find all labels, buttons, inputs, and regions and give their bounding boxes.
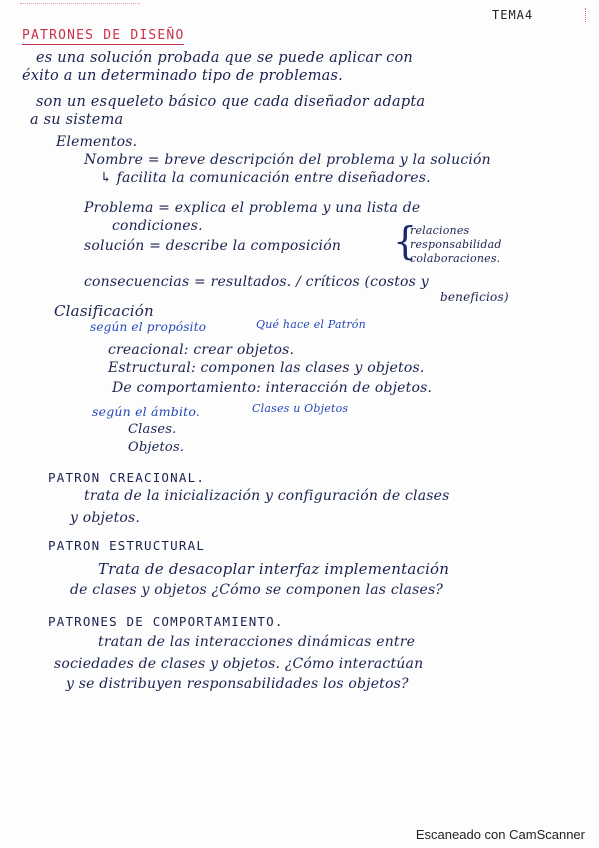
creacional-line-2: y objetos. (70, 510, 141, 526)
top-margin-dots (20, 3, 140, 10)
estructural-line-2: de clases y objetos ¿Cómo se componen las clases? (70, 582, 444, 598)
clasificacion-comportamiento: De comportamiento: interacción de objetos. (112, 380, 433, 396)
section-heading-estructural: PATRON ESTRUCTURAL (48, 538, 206, 553)
clasificacion-proposito-note: Qué hace el Patrón (256, 318, 366, 331)
intro-line-3: son un esqueleto básico que cada diseñador adapta (36, 94, 426, 110)
clasificacion-heading: Clasificación (54, 302, 154, 320)
clasificacion-clases: Clases. (128, 422, 177, 437)
elemento-nombre-detail: ↳ facilita la comunicación entre diseñadores. (100, 170, 431, 186)
estructural-line-1: Trata de desacoplar interfaz implementación (98, 560, 450, 578)
comportamiento-line-1: tratan de las interacciones dinámicas entre (98, 634, 416, 650)
scanner-watermark: Escaneado con CamScanner (415, 827, 585, 842)
elemento-nombre: Nombre = breve descripción del problema y la solución (84, 152, 491, 168)
elemento-consecuencias-detail: beneficios) (440, 290, 509, 304)
elemento-consecuencias: consecuencias = resultados. / críticos (costos y (84, 274, 429, 290)
clasificacion-creacional: creacional: crear objetos. (108, 342, 295, 358)
creacional-line-1: trata de la inicialización y configuración de clases (84, 488, 450, 504)
solucion-item-relaciones: relaciones (410, 224, 470, 237)
clasificacion-estructural: Estructural: componen las clases y objetos. (108, 360, 425, 376)
solucion-item-responsabilidad: responsabilidad (410, 238, 502, 251)
solucion-item-colaboraciones: colaboraciones. (410, 252, 501, 265)
intro-line-4: a su sistema (30, 112, 124, 128)
clasificacion-ambito-note: Clases u Objetos (252, 402, 349, 415)
clasificacion-ambito: según el ámbito. (92, 404, 201, 419)
clasificacion-objetos: Objetos. (128, 440, 185, 455)
section-heading-creacional: PATRON CREACIONAL. (48, 470, 206, 485)
elemento-problema-detail: condiciones. (112, 218, 203, 234)
intro-line-2: éxito a un determinado tipo de problemas. (22, 68, 343, 84)
solucion-brace: { (393, 219, 418, 263)
page-topic-label: TEMA4 (492, 8, 534, 22)
elementos-heading: Elementos. (56, 134, 138, 150)
margin-mark (585, 8, 588, 22)
section-heading-comportamiento: PATRONES DE COMPORTAMIENTO. (48, 614, 284, 629)
intro-line-1: es una solución probada que se puede aplicar con (36, 50, 413, 66)
comportamiento-line-2: sociedades de clases y objetos. ¿Cómo interactúan (54, 656, 424, 672)
elemento-solucion: solución = describe la composición (84, 238, 342, 254)
elemento-problema: Problema = explica el problema y una lista de (84, 200, 421, 216)
comportamiento-line-3: y se distribuyen responsabilidades los objetos? (66, 676, 409, 692)
clasificacion-proposito: según el propósito (90, 320, 207, 334)
page-title: PATRONES DE DISEÑO (22, 28, 185, 43)
